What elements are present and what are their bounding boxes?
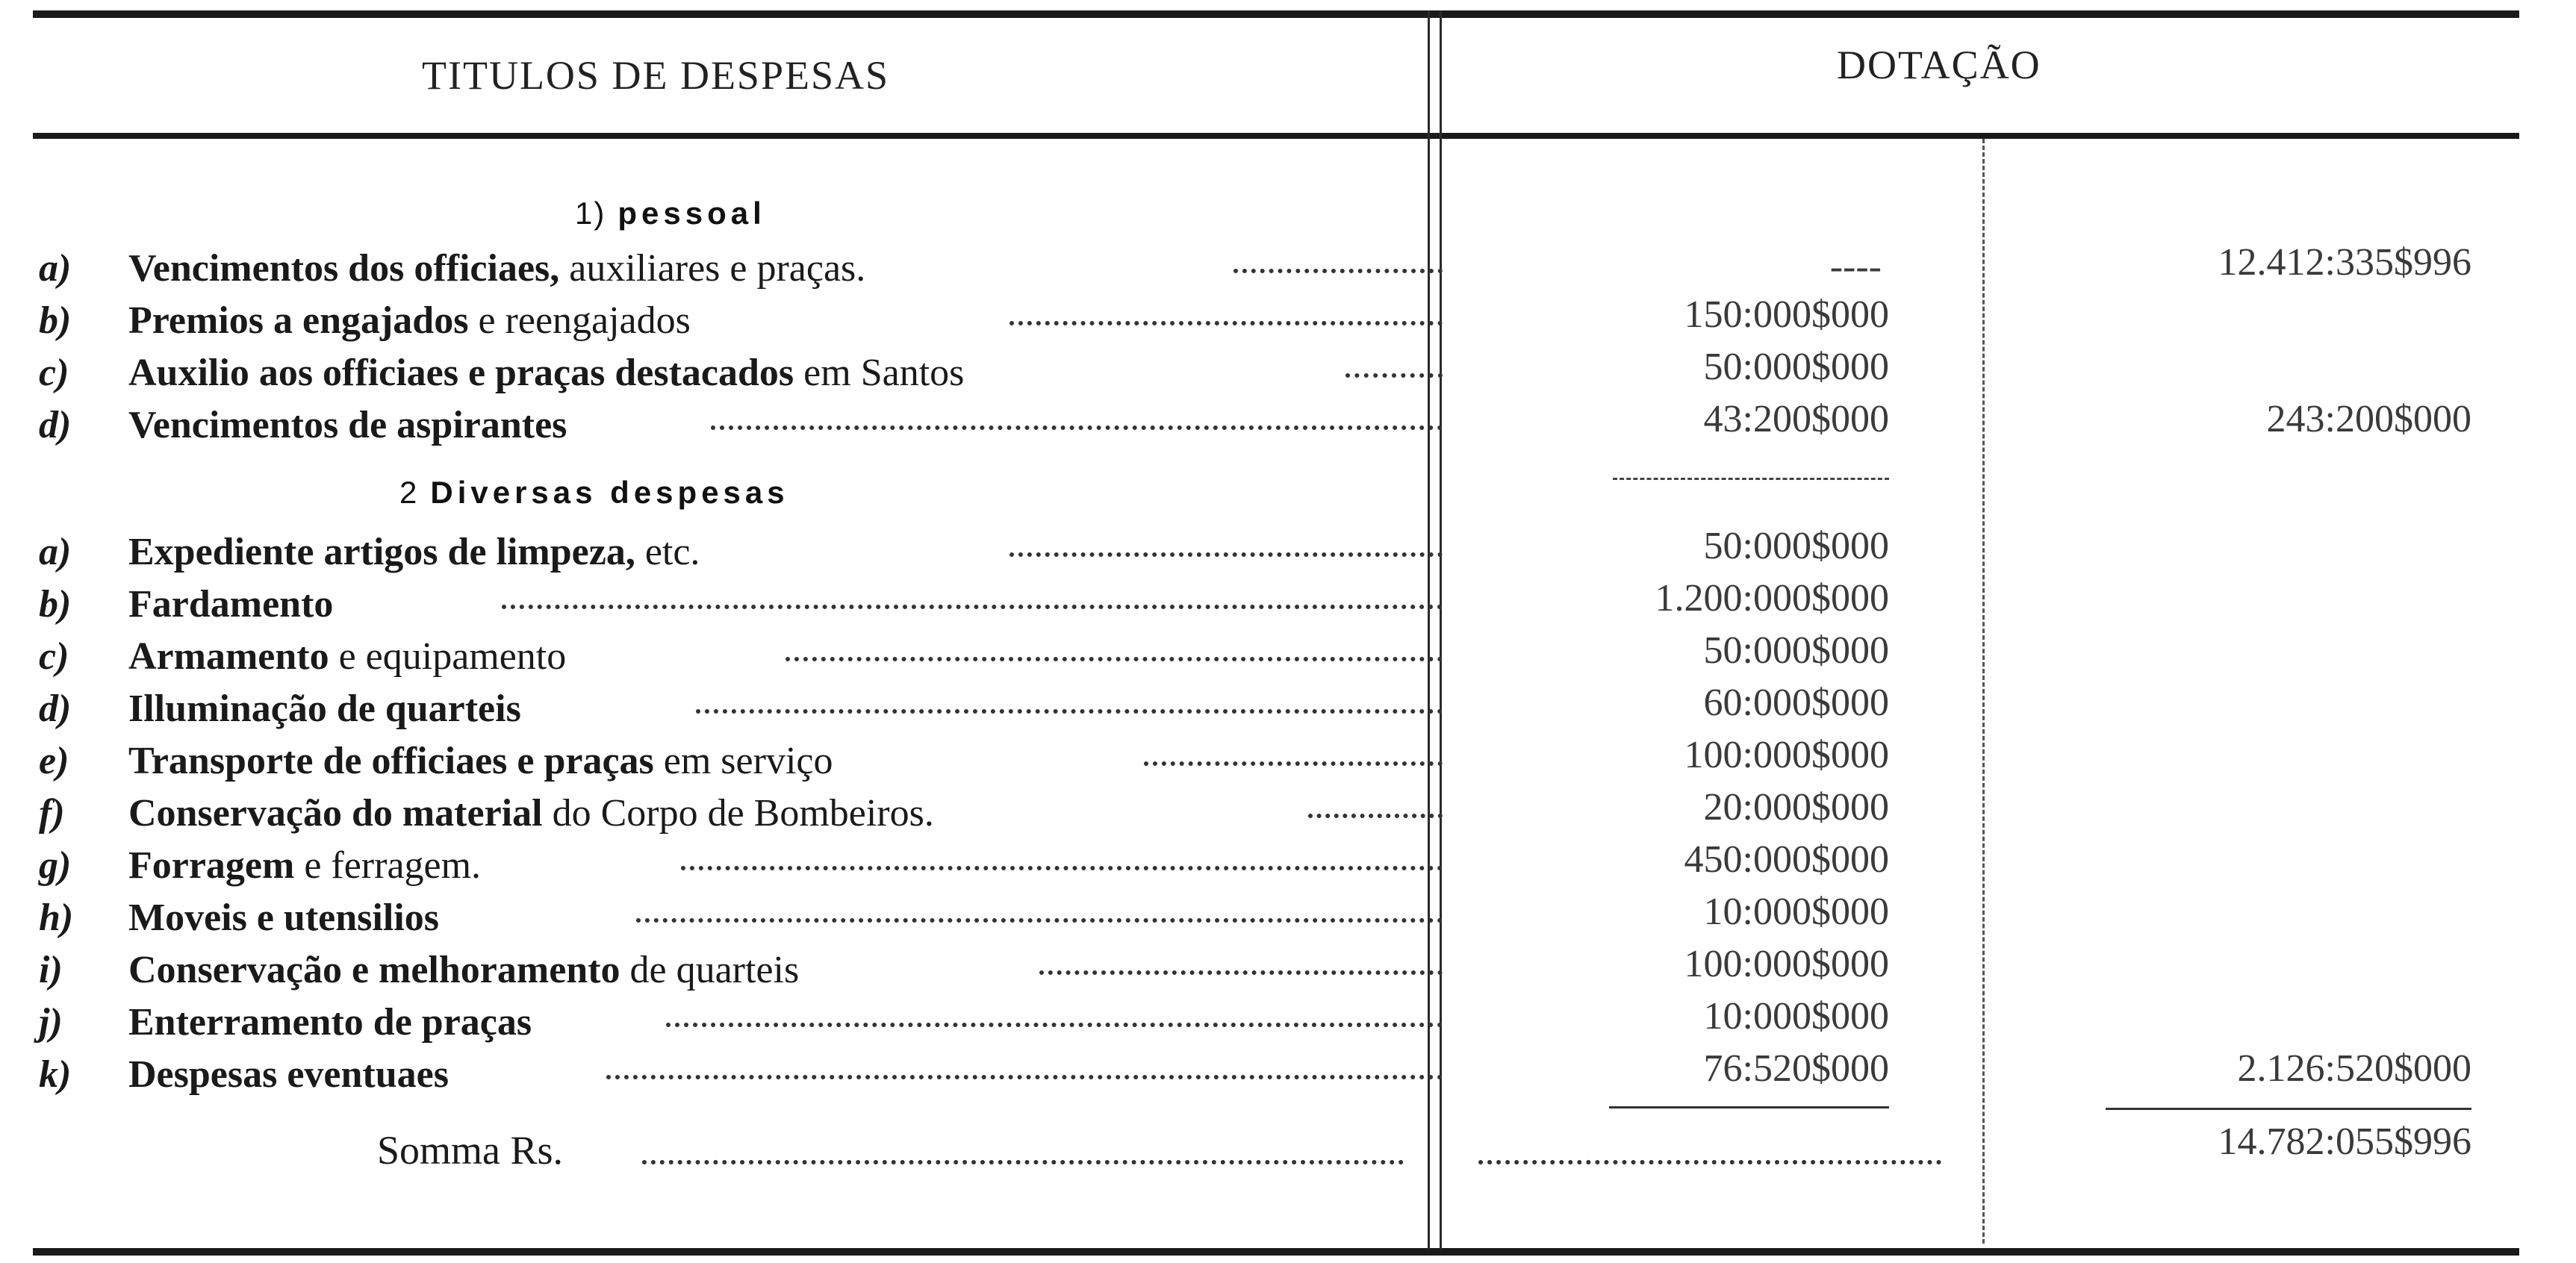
item-description-rest: etc.: [635, 531, 700, 573]
leader-dots: [606, 1075, 1443, 1079]
item-amount: 50:000$000: [1703, 346, 1889, 388]
item-letter: k): [39, 1053, 72, 1096]
item-letter: c): [39, 635, 69, 678]
group-total: 12.412:335$996: [2218, 241, 2471, 284]
section-title: pessoal: [617, 196, 766, 231]
expense-row: [39, 524, 1413, 576]
leader-dots: [681, 866, 1443, 870]
item-amount: 43:200$000: [1703, 398, 1889, 440]
item-description-bold: Premios a engajados: [128, 299, 469, 342]
item-letter: d): [39, 687, 72, 730]
item-description: [128, 403, 567, 447]
item-description: [128, 582, 333, 626]
leader-dots: [1345, 373, 1443, 378]
section-heading-pessoal: [575, 196, 766, 231]
item-letter: d): [39, 404, 72, 446]
expense-row: [39, 576, 1413, 629]
amount-sum-rule: [1609, 1106, 1889, 1108]
item-description-rest: do Corpo de Bombeiros.: [542, 792, 934, 835]
item-description-bold: Expediente artigos de limpeza,: [128, 531, 635, 573]
item-description-rest: auxiliares e praças.: [559, 247, 866, 290]
grand-total: 14.782:055$996: [2218, 1120, 2471, 1163]
item-description: [128, 634, 566, 679]
leader-dots: [666, 1023, 1443, 1027]
item-description: [128, 843, 481, 888]
section-number: 1): [575, 196, 606, 231]
item-amount: 50:000$000: [1703, 525, 1889, 567]
header-titulos-de-despesas: TITULOS DE DESPESAS: [422, 53, 890, 98]
item-amount: 100:000$000: [1684, 734, 1889, 776]
leader-dots: [1009, 552, 1443, 557]
leader-dots: [1039, 970, 1443, 975]
item-description: [128, 299, 691, 343]
leader-dots: [642, 1160, 1404, 1164]
header-dotacao: DOTAÇÃO: [1837, 43, 2041, 87]
item-description-bold: Forragem: [128, 844, 295, 887]
expense-row: [39, 785, 1413, 838]
group-total: 2.126:520$000: [2237, 1047, 2471, 1090]
leader-dots: [1009, 321, 1443, 325]
item-letter: b): [39, 299, 72, 342]
item-letter: a): [39, 531, 72, 573]
subtotal-dashed-rule: [1613, 478, 1889, 480]
expense-row: [39, 733, 1413, 785]
leader-dots: [1144, 761, 1443, 766]
item-description: [128, 896, 439, 940]
item-description: [128, 246, 865, 290]
item-description-bold: Illuminação de quarteis: [128, 687, 521, 730]
expense-row: [39, 293, 1413, 345]
item-description: [128, 739, 833, 783]
item-description-bold: Fardamento: [128, 583, 334, 626]
item-description-bold: Auxilio aos officiaes e praças destacados: [128, 352, 794, 394]
item-description-rest: em Santos: [794, 352, 965, 394]
item-letter: h): [39, 896, 74, 939]
item-description: [128, 687, 521, 731]
item-description-bold: Conservação e melhoramento: [128, 949, 620, 991]
item-amount: 20:000$000: [1703, 786, 1889, 829]
item-description: [128, 530, 700, 574]
expense-row: [39, 629, 1413, 681]
item-description: [128, 1052, 449, 1097]
group-total: 243:200$000: [2266, 398, 2471, 440]
item-amount: 150:000$000: [1684, 293, 1889, 336]
leader-dots: [1233, 269, 1443, 273]
item-letter: a): [39, 247, 72, 290]
header-bottom-rule: [33, 133, 2519, 139]
item-description-rest: e reengajados: [468, 299, 691, 342]
item-amount: 100:000$000: [1684, 943, 1889, 985]
leader-dots: [696, 709, 1443, 714]
item-description-bold: Moveis e utensilios: [128, 896, 439, 939]
expense-row: [39, 345, 1413, 397]
total-sum-rule: [2106, 1108, 2471, 1110]
expense-row: [39, 681, 1413, 733]
double-divider-right: [1440, 10, 1442, 1250]
item-amount: 1.200:000$000: [1655, 577, 1889, 620]
section-title: Diversas despesas: [430, 475, 789, 510]
item-description-rest: e ferragem.: [294, 844, 482, 887]
item-description: [128, 1000, 532, 1044]
item-description-bold: Armamento: [128, 635, 329, 678]
item-description-bold: Conservação do material: [128, 792, 543, 835]
item-description-rest: e equipamento: [329, 635, 567, 678]
item-letter: g): [39, 844, 72, 887]
expense-row: [39, 397, 1413, 449]
item-description: [128, 791, 934, 835]
top-rule: [33, 10, 2519, 18]
expense-row: [39, 942, 1413, 994]
item-amount: 50:000$000: [1703, 629, 1889, 672]
leader-dots: [502, 605, 1443, 609]
item-letter: i): [39, 949, 63, 991]
item-amount: 60:000$000: [1703, 682, 1889, 724]
expense-row: [39, 890, 1413, 942]
leader-dots: [636, 918, 1443, 923]
bottom-rule: [33, 1248, 2519, 1256]
expense-row: [39, 240, 1413, 293]
item-description-bold: Despesas eventuaes: [128, 1053, 449, 1096]
item-description-bold: Enterramento de praças: [128, 1001, 532, 1044]
leader-dots: [1478, 1160, 1941, 1164]
section-number: 2: [399, 475, 419, 510]
item-amount: 450:000$000: [1684, 838, 1889, 881]
item-letter: b): [39, 583, 72, 626]
item-amount: 10:000$000: [1703, 995, 1889, 1038]
leader-dots: [711, 425, 1443, 430]
item-letter: c): [39, 352, 69, 394]
item-amount: 76:520$000: [1703, 1047, 1889, 1090]
item-description-bold: Transporte de officiaes e praças: [128, 740, 654, 782]
item-letter: e): [39, 740, 69, 782]
item-letter: f): [39, 792, 65, 835]
item-amount: ----: [1829, 246, 1882, 288]
item-letter: j): [39, 1001, 63, 1044]
item-description: [128, 948, 799, 992]
item-description-bold: Vencimentos dos officiaes,: [128, 247, 560, 290]
expense-row: [39, 994, 1413, 1047]
item-description-rest: de quarteis: [620, 949, 800, 991]
item-description: [128, 351, 964, 395]
somma-label: Somma Rs.: [377, 1128, 564, 1173]
item-description-bold: Vencimentos de aspirantes: [128, 404, 567, 446]
item-description-rest: em serviço: [653, 740, 833, 782]
item-amount: 10:000$000: [1703, 891, 1889, 933]
leader-dots: [1308, 814, 1443, 818]
leader-dots: [785, 657, 1443, 661]
expense-row: [39, 1047, 1413, 1099]
amount-column-divider: [1982, 139, 1985, 1244]
expense-row: [39, 838, 1413, 890]
double-divider-left: [1428, 10, 1430, 1250]
section-heading-diversas-despesas: [399, 475, 789, 511]
